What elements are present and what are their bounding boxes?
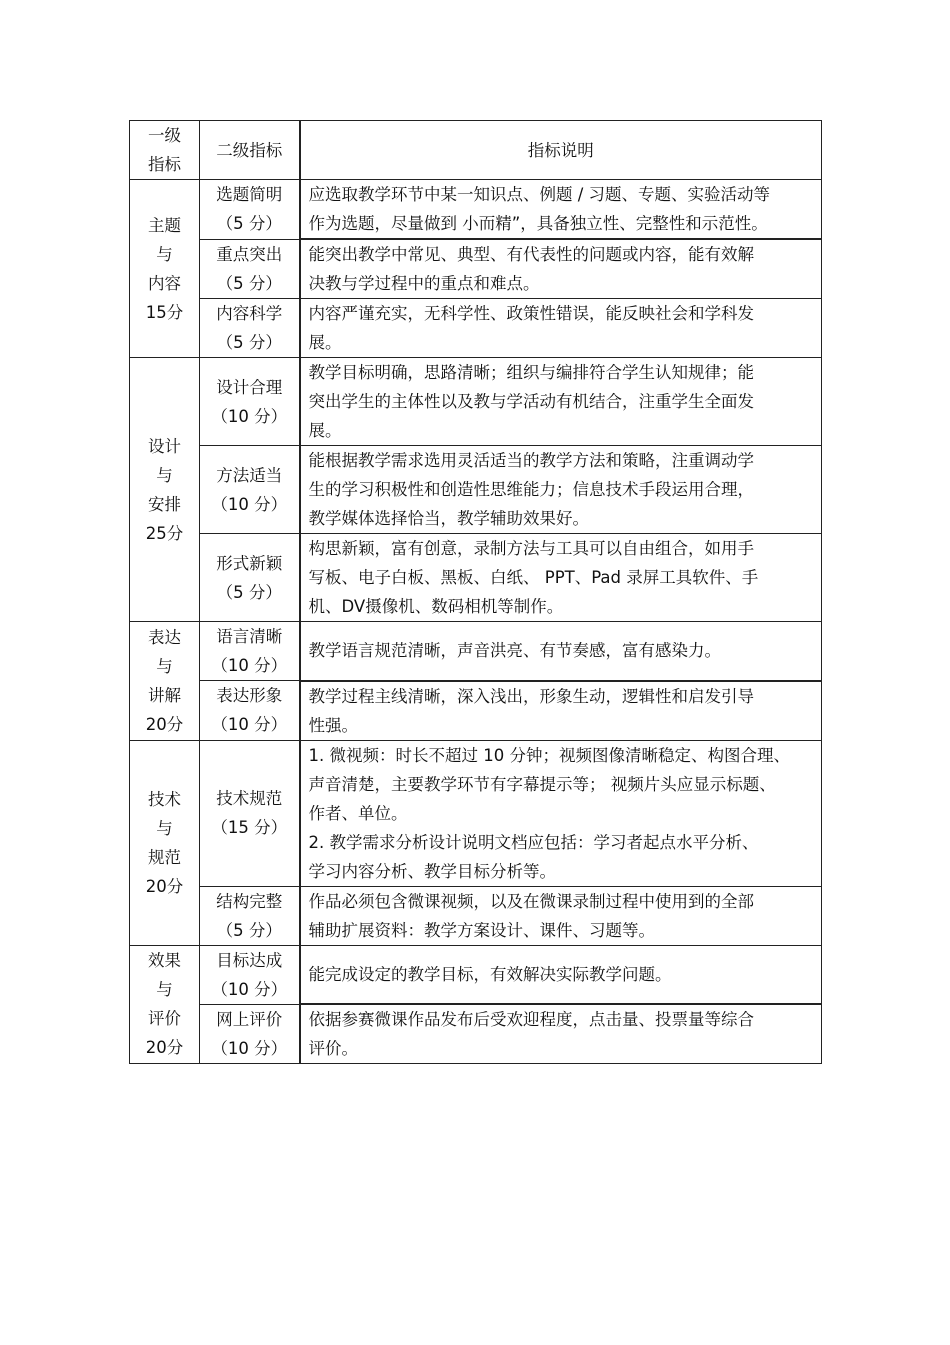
description-line: 作品必须包含微课视频，以及在微课录制过程中使用到的全部 — [308, 891, 754, 911]
rubric-row — [130, 681, 822, 741]
secondary-indicator-name: 重点突出 — [216, 244, 283, 264]
description-line: 2. 教学需求分析设计说明文档应包括：学习者起点水平分析、 — [308, 832, 759, 852]
secondary-indicator-cell — [200, 945, 300, 1004]
indicator-description-cell — [300, 358, 822, 446]
rubric-row — [130, 886, 822, 945]
header-primary-line: 指标 — [148, 155, 181, 174]
header-row — [130, 121, 822, 180]
primary-indicator-line: 主题 — [148, 215, 181, 235]
description-line: 写板、电子白板、黑板、白纸、 PPT、Pad 录屏工具软件、手 — [308, 568, 759, 587]
description-line: 展。 — [308, 421, 342, 440]
primary-indicator-line: 与 — [156, 818, 173, 838]
indicator-description-cell — [300, 299, 822, 358]
header-primary-line: 一级 — [148, 126, 181, 145]
primary-indicator-cell — [130, 180, 200, 358]
rubric-row — [130, 180, 822, 240]
secondary-indicator-name: 内容科学 — [216, 304, 283, 323]
rubric-row — [130, 239, 822, 299]
description-line: 教学过程主线清晰，深入浅出，形象生动，逻辑性和启发引导 — [308, 686, 754, 706]
description-line: 展。 — [308, 333, 342, 352]
rubric-row — [130, 299, 822, 358]
primary-indicator-line: 效果 — [148, 951, 181, 971]
primary-indicator-cell — [130, 622, 200, 741]
rubric-body — [130, 121, 822, 1064]
secondary-indicator-cell — [200, 681, 300, 741]
rubric-row — [130, 534, 822, 622]
indicator-description-cell — [300, 1004, 822, 1064]
description-line: 决教与学过程中的重点和难点。 — [308, 274, 540, 293]
indicator-description-cell — [300, 886, 822, 945]
secondary-indicator-cell — [200, 740, 300, 886]
secondary-indicator-score: （5 分） — [216, 920, 282, 940]
secondary-indicator-score: （10 分） — [211, 715, 288, 735]
description-line: 辅助扩展资料：教学方案设计、课件、习题等。 — [308, 920, 655, 940]
rubric-row — [130, 622, 822, 681]
secondary-indicator-score: （5 分） — [216, 214, 282, 234]
secondary-indicator-score: （5 分） — [216, 582, 282, 602]
primary-indicator-line: 15分 — [145, 302, 184, 322]
secondary-indicator-score: （10 分） — [211, 406, 288, 426]
primary-indicator-line: 与 — [156, 980, 173, 1000]
secondary-indicator-score: （10 分） — [211, 494, 288, 514]
description-line: 突出学生的主体性以及教与学活动有机结合，注重学生全面发 — [308, 392, 754, 411]
secondary-indicator-cell — [200, 534, 300, 622]
header-secondary-indicator: 二级指标 — [200, 121, 300, 180]
description-line: 生的学习积极性和创造性思维能力；信息技术手段运用合理， — [308, 480, 754, 499]
indicator-description-cell — [300, 622, 822, 681]
primary-indicator-line: 评价 — [148, 1009, 181, 1029]
secondary-indicator-score: （10 分） — [211, 1038, 288, 1058]
description-line: 声音清楚，主要教学环节有字幕提示等； 视频片头应显示标题、 — [308, 774, 776, 794]
secondary-indicator-name: 设计合理 — [216, 377, 283, 397]
description-line: 教学语言规范清晰，声音洪亮、有节奏感，富有感染力。 — [308, 641, 721, 661]
header-description: 指标说明 — [300, 121, 822, 180]
primary-indicator-line: 内容 — [148, 273, 181, 293]
indicator-description-cell — [300, 740, 822, 886]
primary-indicator-line: 20分 — [145, 1038, 184, 1058]
description-line: 1. 微视频：时长不超过 10 分钟；视频图像清晰稳定、构图合理、 — [308, 745, 790, 765]
secondary-indicator-cell — [200, 622, 300, 681]
primary-indicator-cell — [130, 945, 200, 1064]
rubric-row — [130, 358, 822, 446]
secondary-indicator-name: 选题简明 — [216, 185, 283, 205]
indicator-description-cell — [300, 534, 822, 622]
secondary-indicator-score: （5 分） — [216, 333, 282, 352]
description-line: 应选取教学环节中某一知识点、例题 / 习题、专题、实验活动等 — [308, 185, 771, 204]
primary-indicator-line: 与 — [156, 465, 173, 485]
primary-indicator-line: 20分 — [145, 714, 184, 734]
primary-indicator-line: 25分 — [145, 523, 184, 543]
secondary-indicator-cell — [200, 358, 300, 446]
description-line: 教学目标明确，思路清晰；组织与编排符合学生认知规律；能 — [308, 363, 754, 382]
indicator-description-cell — [300, 239, 822, 299]
secondary-indicator-cell — [200, 1004, 300, 1064]
description-line: 能突出教学中常见、典型、有代表性的问题或内容，能有效解 — [308, 245, 754, 264]
secondary-indicator-name: 目标达成 — [216, 950, 283, 970]
secondary-indicator-score: （5 分） — [216, 273, 282, 293]
indicator-description-cell — [300, 681, 822, 741]
secondary-indicator-score: （10 分） — [211, 979, 288, 999]
rubric-row — [130, 740, 822, 886]
description-line: 学习内容分析、教学目标分析等。 — [308, 861, 556, 881]
header-primary-indicator — [130, 121, 200, 180]
rubric-row — [130, 446, 822, 534]
secondary-indicator-cell — [200, 180, 300, 240]
indicator-description-cell — [300, 446, 822, 534]
primary-indicator-line: 安排 — [148, 494, 181, 514]
description-line: 教学媒体选择恰当，教学辅助效果好。 — [308, 509, 589, 528]
secondary-indicator-cell — [200, 446, 300, 534]
secondary-indicator-score: （15 分） — [211, 818, 288, 837]
indicator-description-cell — [300, 945, 822, 1004]
description-line: 能根据教学需求选用灵活适当的教学方法和策略，注重调动学 — [308, 451, 754, 470]
primary-indicator-line: 表达 — [148, 627, 181, 647]
primary-indicator-line: 规范 — [148, 847, 181, 867]
primary-indicator-line: 讲解 — [148, 685, 181, 705]
secondary-indicator-cell — [200, 886, 300, 945]
description-line: 评价。 — [308, 1039, 358, 1058]
primary-indicator-line: 与 — [156, 244, 173, 264]
primary-indicator-line: 技术 — [148, 789, 181, 809]
secondary-indicator-name: 技术规范 — [216, 789, 283, 808]
description-line: 依据参赛微课作品发布后受欢迎程度，点击量、投票量等综合 — [308, 1010, 754, 1029]
description-line: 作为选题，尽量做到 小而精”，具备独立性、完整性和示范性。 — [308, 214, 768, 233]
description-line: 作者、单位。 — [308, 803, 408, 823]
secondary-indicator-cell — [200, 239, 300, 299]
secondary-indicator-score: （10 分） — [211, 656, 288, 675]
indicator-description-cell — [300, 180, 822, 240]
primary-indicator-line: 20分 — [145, 876, 184, 896]
primary-indicator-cell — [130, 358, 200, 622]
secondary-indicator-name: 结构完整 — [216, 891, 283, 911]
rubric-row — [130, 945, 822, 1004]
secondary-indicator-name: 方法适当 — [216, 465, 283, 485]
description-line: 性强。 — [308, 715, 358, 735]
secondary-indicator-cell — [200, 299, 300, 358]
secondary-indicator-name: 网上评价 — [216, 1009, 283, 1029]
description-line: 能完成设定的教学目标，有效解决实际教学问题。 — [308, 964, 672, 984]
description-line: 内容严谨充实，无科学性、政策性错误，能反映社会和学科发 — [308, 304, 754, 323]
secondary-indicator-name: 形式新颖 — [216, 553, 283, 573]
description-line: 构思新颖，富有创意，录制方法与工具可以自由组合，如用手 — [308, 539, 754, 558]
secondary-indicator-name: 表达形象 — [216, 686, 283, 706]
primary-indicator-line: 设计 — [148, 436, 181, 456]
primary-indicator-cell — [130, 740, 200, 945]
secondary-indicator-name: 语言清晰 — [216, 627, 283, 646]
description-line: 机、DV摄像机、数码相机等制作。 — [308, 597, 564, 616]
rubric-row — [130, 1004, 822, 1064]
primary-indicator-line: 与 — [156, 656, 173, 676]
evaluation-rubric-table — [129, 120, 822, 1064]
